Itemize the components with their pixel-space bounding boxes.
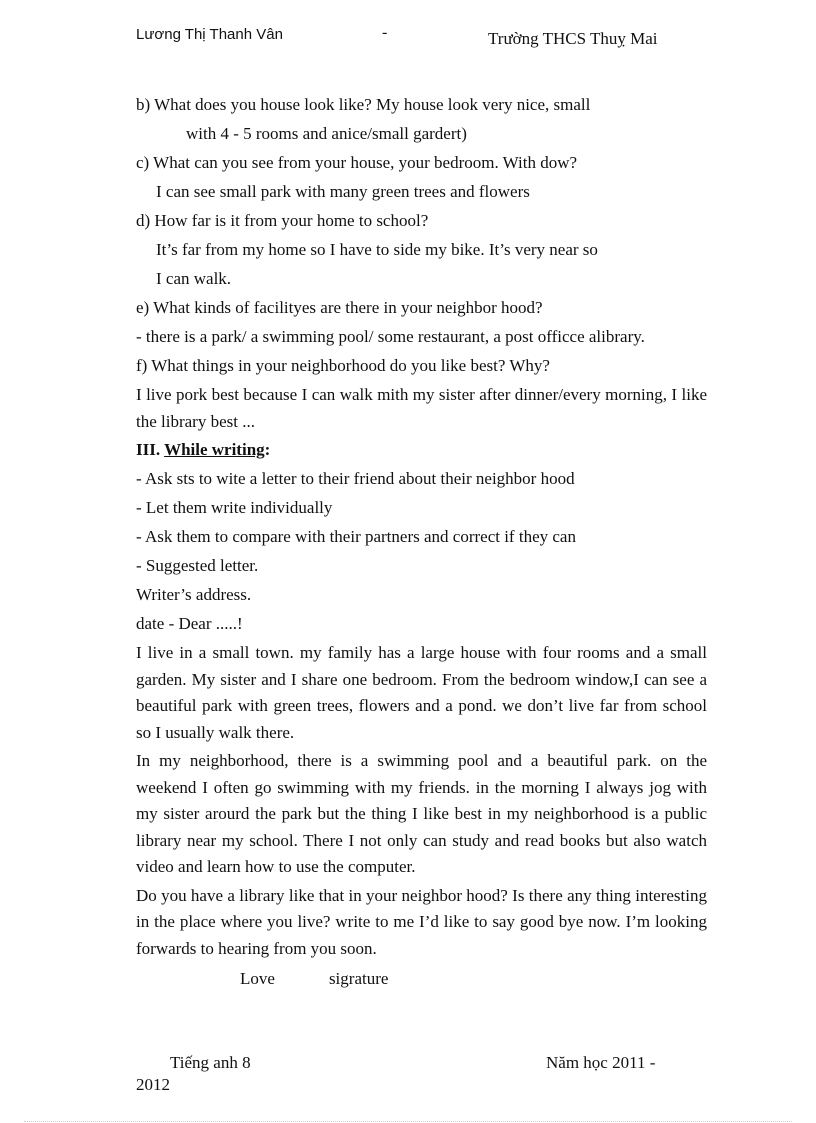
question-c: c) What can you see from your house, your bedroom. With dow? <box>136 153 578 172</box>
step-item: - Ask sts to wite a letter to their friend about their neighbor hood <box>136 469 575 488</box>
header-author: Lương Thị Thanh Vân <box>136 26 283 43</box>
letter-paragraph: In my neighborhood, there is a swimming pool and a beautiful park. on the weekend I often go swimming with my friends. in the morning I always jog with my sister arourd the park but the thing I like best in my neighborhood is a public library near my school. There I not only can study and read books but also watch video and learn how to use the computer. <box>136 751 707 876</box>
section-heading <box>136 435 707 464</box>
header-separator: - <box>382 24 388 41</box>
answer-e: - there is a park/ a swimming pool/ some restaurant, a post officce alibrary. <box>136 327 645 346</box>
header-school: Trường THCS Thuỵ Mai <box>488 29 658 48</box>
page-header <box>136 24 696 50</box>
letter-signature: sigrature <box>328 969 389 988</box>
document-body <box>136 90 707 993</box>
letter-address: Writer’s address. <box>136 585 252 604</box>
question-d: d) How far is it from your home to school? <box>136 211 429 230</box>
section-title: While writing <box>164 440 265 459</box>
letter-paragraph: Do you have a library like that in your neighbor hood? Is there any thing interesting in the place where you live? write to me I’d like to say good bye now. I’m looking forwards to hearing from you soon. <box>136 885 707 958</box>
answer-f: I live pork best because I can walk mith my sister after dinner/every morning, I like the library best ... <box>136 385 707 431</box>
letter-closing: Love <box>240 969 275 988</box>
footer-subject: Tiếng anh 8 <box>170 1053 251 1072</box>
letter-signoff <box>136 964 707 993</box>
step-item: - Ask them to compare with their partners and correct if they can <box>136 527 576 546</box>
step-item: - Let them write individually <box>136 498 333 517</box>
answer-b: with 4 - 5 rooms and anice/small gardert) <box>186 124 467 143</box>
answer-d-line-2: I can walk. <box>156 269 232 288</box>
footer-year-label: Năm học 2011 - <box>546 1053 656 1072</box>
section-number: III. <box>136 440 161 459</box>
question-f: f) What things in your neighborhood do you like best? Why? <box>136 356 550 375</box>
footer-year-end: 2012 <box>136 1075 170 1094</box>
section-colon: : <box>264 440 271 459</box>
letter-paragraph: I live in a small town. my family has a large house with four rooms and a small garden. My sister and I share one bedroom. From the bedroom window,I can see a beautiful park with green trees, flowers and a pond. we don’t live far from school so I usually walk there. <box>136 643 707 742</box>
letter-greeting: date - Dear .....! <box>136 614 243 633</box>
question-b: b) What does you house look like? My house look very nice, small <box>136 95 591 114</box>
page-bottom-divider <box>24 1121 792 1122</box>
answer-d-line-1: It’s far from my home so I have to side my bike. It’s very near so <box>156 240 598 259</box>
answer-c: I can see small park with many green trees and flowers <box>156 182 530 201</box>
question-e: e) What kinds of facilityes are there in your neighbor hood? <box>136 298 543 317</box>
step-item: - Suggested letter. <box>136 556 259 575</box>
